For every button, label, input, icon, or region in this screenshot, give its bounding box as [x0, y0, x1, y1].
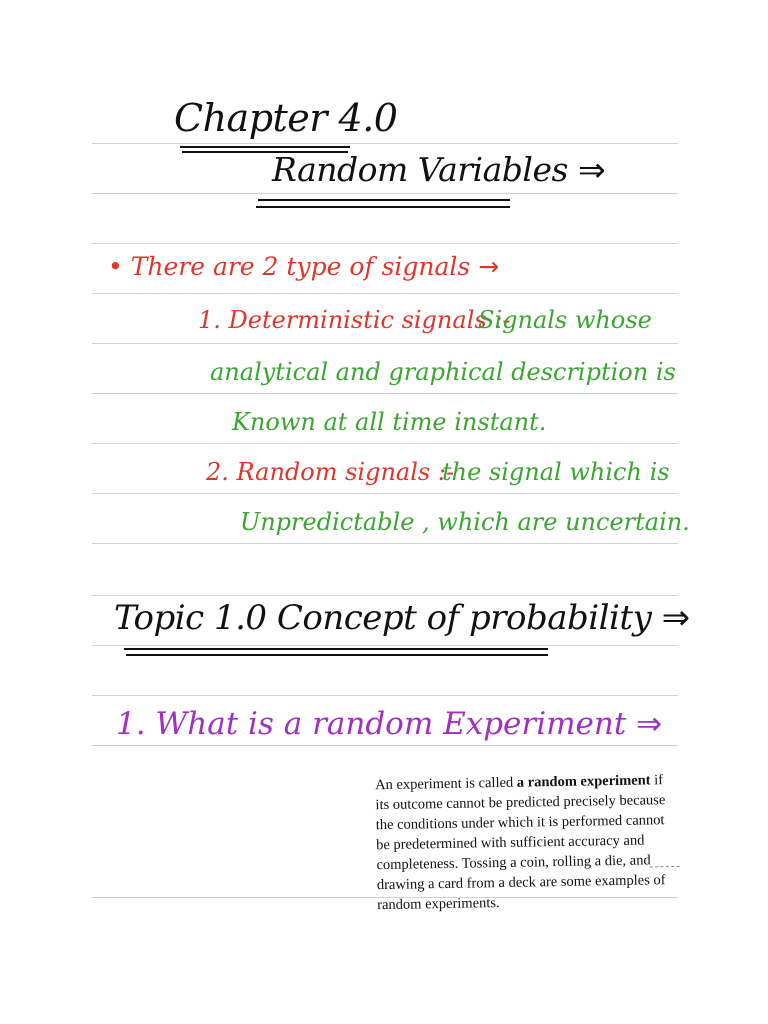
deterministic-definition: Signals whose — [478, 306, 652, 334]
excerpt-text: An experiment is called — [374, 774, 517, 794]
topic-title — [114, 598, 690, 638]
ruled-line — [92, 443, 678, 444]
scan-mark — [650, 866, 680, 869]
random-variables-text: Random Variables — [272, 150, 568, 189]
double-arrow-icon: ⇒ — [636, 706, 663, 742]
ruled-line — [92, 343, 678, 344]
topic-title-text: Topic 1.0 Concept of probability — [114, 598, 652, 638]
double-arrow-icon: ⇒ — [577, 150, 606, 189]
random-definition: the signal which is — [442, 458, 670, 486]
ruled-line — [92, 645, 678, 646]
signal-types-text: • There are 2 type of signals — [108, 252, 471, 281]
double-arrow-icon: ⇒ — [661, 598, 690, 638]
title-underline — [256, 206, 510, 208]
question-text: 1. What is a random Experiment — [116, 706, 627, 742]
signal-types-intro — [108, 252, 499, 281]
chapter-title-text: Chapter 4.0 — [174, 96, 398, 140]
deterministic-label: 1. Deterministic signals :- — [198, 306, 511, 334]
topic-underline — [124, 648, 548, 650]
random-variables-title — [272, 150, 605, 189]
ruled-line — [92, 293, 678, 294]
ruled-line — [92, 695, 678, 696]
ruled-line — [92, 193, 678, 194]
printed-definition-excerpt — [100, 770, 674, 920]
arrow-icon: → — [478, 252, 500, 281]
ruled-line — [92, 393, 678, 394]
ruled-line — [92, 745, 678, 746]
ruled-line — [92, 595, 678, 596]
random-label: 2. Random signals :- — [206, 458, 455, 486]
deterministic-definition: analytical and graphical description is — [210, 358, 676, 386]
chapter-title — [174, 96, 397, 140]
excerpt-text-cont: if its outcome cannot be predicted precisely because the conditions under which it is performed cannot be predetermined with sufficient accuracy and completeness. Tossing a coin, rolling a die, and drawing a card from a deck are some examples of random experiments. — [375, 772, 666, 914]
ruled-line — [92, 493, 678, 494]
excerpt-bold-term: a random experiment — [516, 772, 651, 791]
random-definition: Unpredictable , which are uncertain. — [240, 508, 690, 536]
ruled-line — [92, 543, 678, 544]
ruled-line — [92, 143, 678, 144]
chapter-underline — [180, 146, 350, 148]
random-experiment-question — [116, 706, 662, 742]
deterministic-definition: Known at all time instant. — [232, 408, 547, 436]
topic-underline — [126, 654, 548, 656]
title-underline — [258, 199, 510, 201]
ruled-line — [92, 243, 678, 244]
